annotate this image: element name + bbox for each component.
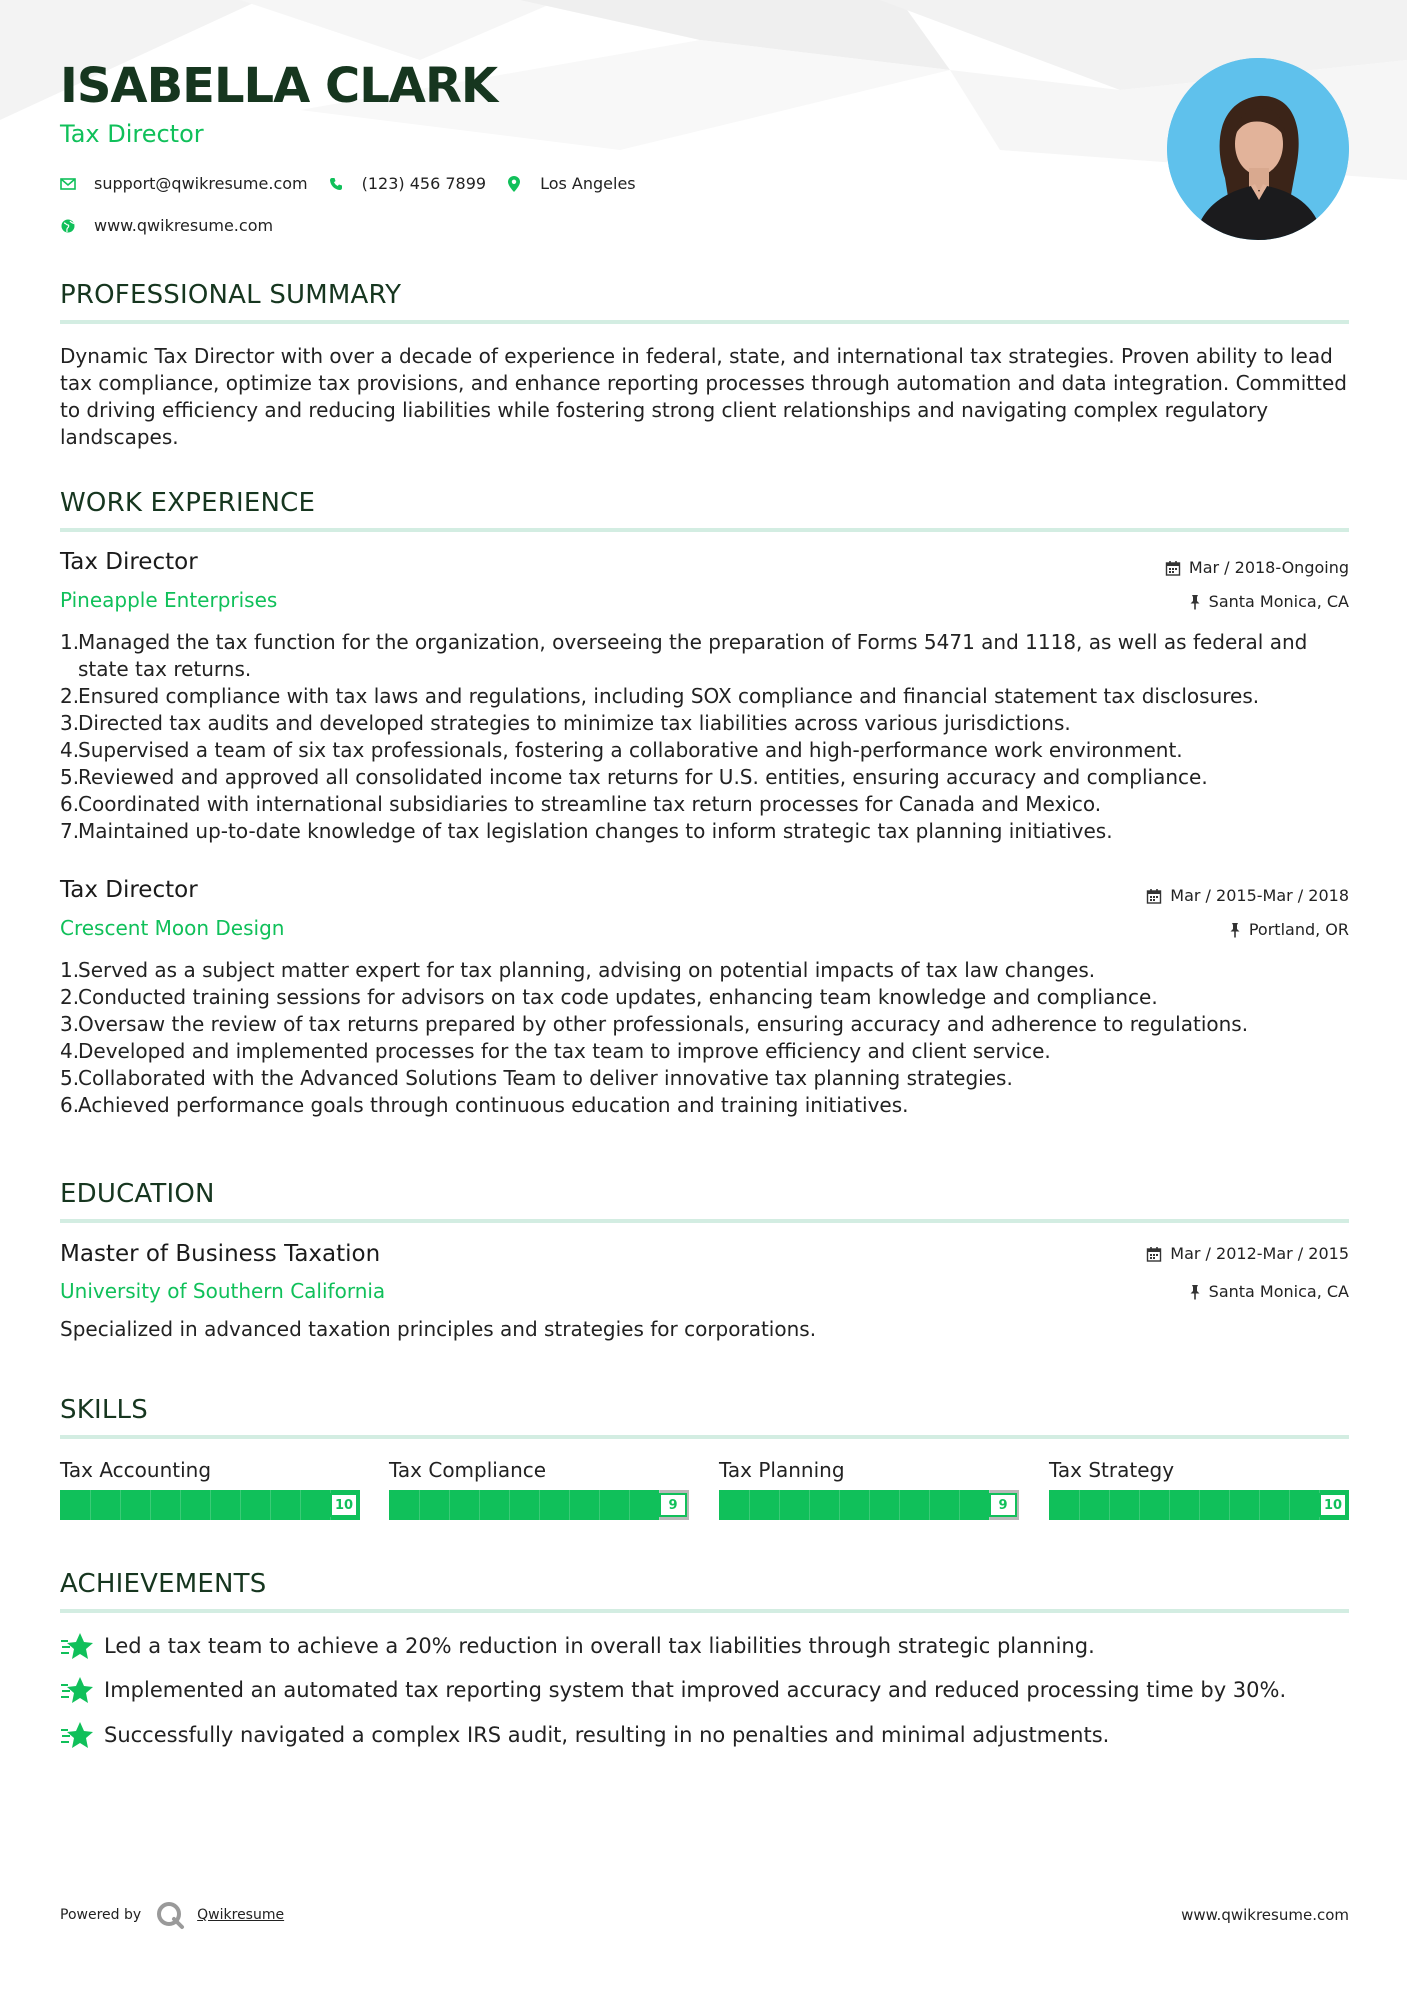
list-item: 5. Collaborated with the Advanced Solutions Team to deliver innovative tax planning strategies. (60, 1066, 1013, 1090)
job-location-text: Santa Monica, CA (1208, 592, 1349, 611)
skill-bar-segment (270, 1490, 271, 1520)
phone-text: (123) 456 7899 (361, 174, 487, 193)
phone-icon (328, 176, 344, 192)
list-item: 6. Coordinated with international subsidiaries to streamline tax return processes for Canada and Mexico. (60, 792, 1102, 816)
skill-bar-segment (1079, 1490, 1080, 1520)
skill-bar-segment (809, 1490, 810, 1520)
location-text: Los Angeles (540, 174, 636, 193)
globe-icon (60, 218, 76, 234)
achievement-text: Led a tax team to achieve a 20% reduction in overall tax liabilities through strategic planning. (104, 1634, 1095, 1658)
contact-row-secondary (60, 216, 293, 235)
section-divider (60, 1609, 1349, 1613)
summary-text: Dynamic Tax Director with over a decade of experience in federal, state, and international tax strategies. Proven ability to lead tax compliance, optimize tax provisions, and enhance reporting processes through automation and data integration. Committed to driving efficiency and reducing liabilities while fostering strong client relationships and navigating complex regulatory landscapes. (60, 344, 1347, 449)
contact-email[interactable] (60, 174, 308, 193)
summary-heading: PROFESSIONAL SUMMARY (60, 280, 402, 310)
skill-bar-segment (419, 1490, 420, 1520)
list-item: 1. Served as a subject matter expert for tax planning, advising on potential impacts of tax law changes. (60, 958, 1096, 982)
pushpin-icon (1189, 1284, 1201, 1300)
section-divider (60, 528, 1349, 532)
skill-score: 10 (1319, 1493, 1347, 1517)
skill-bar (389, 1490, 689, 1520)
skill-bar-segment (449, 1490, 450, 1520)
achievement-item (60, 1720, 1109, 1750)
skill-item (1049, 1458, 1349, 1520)
calendar-icon (1146, 1246, 1162, 1262)
skill-bar-segment (1199, 1490, 1200, 1520)
education-description: Specialized in advanced taxation principles and strategies for corporations. (60, 1317, 817, 1341)
contact-website[interactable] (60, 216, 273, 235)
degree-title: Master of Business Taxation (60, 1241, 381, 1267)
skill-bar-segment (1289, 1490, 1290, 1520)
education-dates-text: Mar / 2012-Mar / 2015 (1170, 1244, 1349, 1263)
list-item: 2. Ensured compliance with tax laws and regulations, including SOX compliance and financial statement tax disclosures. (60, 684, 1260, 708)
skill-bar-segment (150, 1490, 151, 1520)
contact-row-primary (60, 174, 656, 193)
skill-bar-segment (779, 1490, 780, 1520)
website-text: www.qwikresume.com (94, 216, 274, 235)
contact-location (506, 174, 636, 193)
skill-bar-segment (240, 1490, 241, 1520)
qwikresume-logo-icon (155, 1900, 185, 1930)
job-dates (1165, 558, 1349, 577)
section-divider (60, 1435, 1349, 1439)
map-pin-icon (506, 176, 522, 192)
star-icon (60, 1631, 94, 1661)
achievements-heading: ACHIEVEMENTS (60, 1569, 267, 1599)
section-divider (60, 320, 1349, 324)
skill-bar-segment (90, 1490, 91, 1520)
skill-bar-segment (959, 1490, 960, 1520)
skill-name: Tax Accounting (60, 1458, 212, 1482)
skill-bar-segment (1109, 1490, 1110, 1520)
education-location-text: Santa Monica, CA (1208, 1282, 1349, 1301)
job-dates-text: Mar / 2015-Mar / 2018 (1170, 886, 1349, 905)
job-location (1229, 920, 1349, 939)
achievement-item (60, 1631, 1095, 1661)
skill-bar-segment (210, 1490, 211, 1520)
skill-item (719, 1458, 1019, 1520)
skill-bar-segment (929, 1490, 930, 1520)
list-item: 5. Reviewed and approved all consolidated income tax returns for U.S. entities, ensuring accuracy and compliance. (60, 765, 1208, 789)
skill-bar (1049, 1490, 1349, 1520)
job-location (1189, 592, 1349, 611)
experience-heading: WORK EXPERIENCE (60, 488, 316, 518)
skill-bar-segment (1169, 1490, 1170, 1520)
education-heading: EDUCATION (60, 1179, 215, 1209)
job-dates-text: Mar / 2018-Ongoing (1188, 558, 1349, 577)
list-item: 3. Directed tax audits and developed strategies to minimize tax liabilities across various jurisdictions. (60, 711, 1071, 735)
education-location (1189, 1282, 1349, 1301)
avatar-portrait (1167, 58, 1349, 240)
skill-bar-segment (300, 1490, 301, 1520)
skill-bar-segment (629, 1490, 630, 1520)
list-item: 6. Achieved performance goals through continuous education and training initiatives. (60, 1093, 909, 1117)
achievement-text: Successfully navigated a complex IRS audit, resulting in no penalties and minimal adjustments. (104, 1723, 1110, 1747)
education-dates (1146, 1244, 1349, 1263)
mail-icon (60, 176, 76, 192)
skill-bar (719, 1490, 1019, 1520)
star-icon (60, 1720, 94, 1750)
job-title: Tax Director (60, 549, 198, 575)
skill-bar-segment (599, 1490, 600, 1520)
skill-bar (60, 1490, 360, 1520)
skills-heading: SKILLS (60, 1395, 148, 1425)
skill-bar-segment (509, 1490, 510, 1520)
candidate-name: ISABELLA CLARK (60, 58, 498, 114)
skill-bar-segment (1229, 1490, 1230, 1520)
company-name: Crescent Moon Design (60, 916, 285, 940)
skill-score: 9 (659, 1493, 687, 1517)
list-item: 4. Developed and implemented processes for the tax team to improve efficiency and client service. (60, 1039, 1051, 1063)
email-text: support@qwikresume.com (94, 174, 308, 193)
skill-item (389, 1458, 689, 1520)
job-dates (1146, 886, 1349, 905)
footer-url[interactable]: www.qwikresume.com (1181, 1906, 1349, 1924)
skill-name: Tax Strategy (1049, 1458, 1175, 1482)
skill-bar-fill (389, 1490, 659, 1520)
job-title: Tax Director (60, 877, 198, 903)
skill-bar-segment (869, 1490, 870, 1520)
pushpin-icon (1229, 922, 1241, 938)
skill-bar-segment (120, 1490, 121, 1520)
job-duties-list (60, 957, 1350, 1119)
skill-bar-segment (539, 1490, 540, 1520)
candidate-role: Tax Director (60, 120, 204, 148)
skill-score: 9 (989, 1493, 1017, 1517)
list-item: 2. Conducted training sessions for advisors on tax code updates, enhancing team knowledge and compliance. (60, 985, 1158, 1009)
list-item: 4. Supervised a team of six tax professionals, fostering a collaborative and high-performance work environment. (60, 738, 1183, 762)
powered-by-label: Powered by (60, 1907, 142, 1923)
brand-link[interactable]: Qwikresume (197, 1907, 285, 1923)
skill-bar-segment (180, 1490, 181, 1520)
job-duties-list (60, 629, 1350, 845)
skill-bar-segment (899, 1490, 900, 1520)
list-item: 1. Managed the tax function for the organization, overseeing the preparation of Forms 5471 and 1118, as well as federal and state tax returns. (60, 630, 1308, 681)
list-item: 7. Maintained up-to-date knowledge of tax legislation changes to inform strategic tax planning initiatives. (60, 819, 1113, 843)
skill-bar-fill (719, 1490, 989, 1520)
skill-bar-segment (1139, 1490, 1140, 1520)
achievement-text: Implemented an automated tax reporting system that improved accuracy and reduced processing time by 30%. (104, 1678, 1287, 1702)
achievement-item (60, 1675, 1286, 1705)
list-item: 3. Oversaw the review of tax returns prepared by other professionals, ensuring accuracy and adherence to regulations. (60, 1012, 1249, 1036)
skill-bar-segment (1259, 1490, 1260, 1520)
skill-name: Tax Compliance (389, 1458, 547, 1482)
school-name: University of Southern California (60, 1279, 386, 1303)
avatar (1167, 58, 1349, 240)
pushpin-icon (1189, 594, 1201, 610)
calendar-icon (1146, 888, 1162, 904)
company-name: Pineapple Enterprises (60, 588, 278, 612)
section-divider (60, 1219, 1349, 1223)
job-location-text: Portland, OR (1248, 920, 1349, 939)
contact-phone[interactable] (328, 174, 486, 193)
skill-score: 10 (330, 1493, 358, 1517)
skill-item (60, 1458, 360, 1520)
skill-bar-segment (749, 1490, 750, 1520)
skill-name: Tax Planning (719, 1458, 845, 1482)
skill-bar-segment (569, 1490, 570, 1520)
skill-bar-segment (839, 1490, 840, 1520)
calendar-icon (1165, 560, 1181, 576)
star-icon (60, 1675, 94, 1705)
footer-branding (60, 1900, 284, 1930)
skill-bar-segment (479, 1490, 480, 1520)
